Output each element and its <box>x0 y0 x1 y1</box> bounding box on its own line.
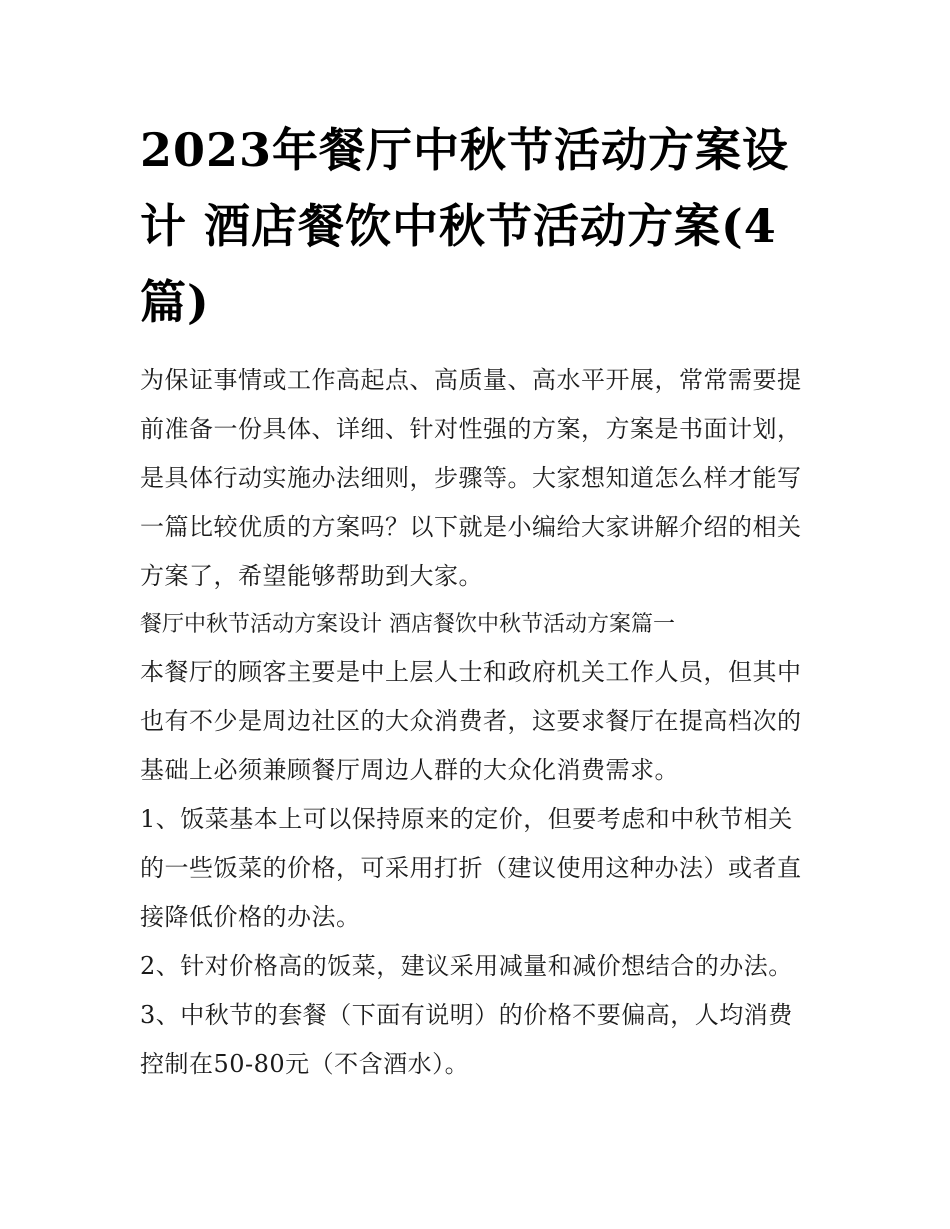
intro-paragraph: 为保证事情或工作高起点、高质量、高水平开展，常常需要提前准备一份具体、详细、针对性强的方案，方案是书面计划，是具体行动实施办法细则，步骤等。大家想知道怎么样才能写一篇比较优质的方案吗？以下就是小编给大家讲解介绍的相关方案了，希望能够帮助到大家。 <box>140 366 802 590</box>
list-item: 1、饭菜基本上可以保持原来的定价，但要考虑和中秋节相关的一些饭菜的价格，可采用打折（建议使用这种办法）或者直接降低价格的办法。 <box>140 805 802 931</box>
document-title: 2023年餐厅中秋节活动方案设计 酒店餐饮中秋节活动方案(4篇) <box>140 123 790 329</box>
section-heading: 餐厅中秋节活动方案设计 酒店餐饮中秋节活动方案篇一 <box>140 612 675 637</box>
section-body-paragraph: 本餐厅的顾客主要是中上层人士和政府机关工作人员，但其中也有不少是周边社区的大众消费者，这要求餐厅在提高档次的基础上必须兼顾餐厅周边人群的大众化消费需求。 <box>140 658 802 784</box>
document-body <box>140 356 816 1089</box>
list-item: 3、中秋节的套餐（下面有说明）的价格不要偏高，人均消费控制在50-80元（不含酒水）。 <box>140 1001 793 1078</box>
list-item: 2、针对价格高的饭菜，建议采用减量和减价想结合的办法。 <box>140 952 793 980</box>
